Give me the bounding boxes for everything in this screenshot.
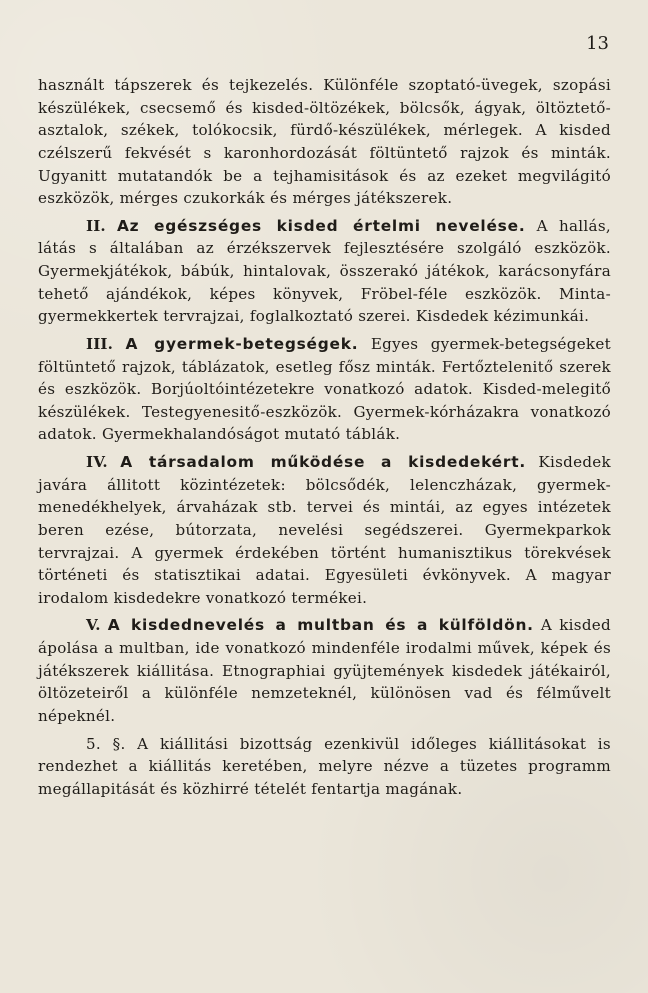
section-number: II. [86, 216, 106, 235]
section-iii [38, 333, 611, 446]
paragraph-text: használt tápszerek és tejkezelés. Különféle szoptató-üvegek, szopási készülékek, csecsemő és kisded-öltözékek, bölcsők, ágyak, öltöztető-asztalok, székek, tolókocsik, fürdő-készülékek, mérlegek. A kisded czélszerű fekvését s karonhordozását föltüntető rajzok és minták. Ugyanitt mutatandók be a tejhamisitások és az ezeket megvilágitó eszközök, mérges czukorkák és mérges játékszerek. [38, 76, 611, 208]
section-text: A hallás, látás s általában az érzékszervek fejlesztésére szolgáló eszközök. Gyermekjátékok, bábúk, hintalovak, összerakó játékok, karácsonyfára tehető ajándékok, képes könyvek, Fröbel-féle eszközök. Minta-gyermekkertek tervrajzai, foglalkoztató szerei. Kisdedek kézimunkái. [38, 216, 611, 326]
section-heading: A társadalom működése a kisdedekért. [120, 453, 526, 471]
paragraph-continued [38, 74, 611, 210]
section-number: IV. [86, 453, 108, 471]
section-v [38, 614, 611, 727]
page-number: 13 [586, 33, 609, 54]
paragraph-5 [38, 733, 611, 801]
section-heading: A gyermek-betegségek. [125, 334, 359, 353]
section-iv [38, 451, 611, 609]
section-text: Kisdedek javára állitott közintézetek: bölcsődék, lelenczházak, gyermek-menedékhelyek, árvaházak stb. tervei és mintái, az egyes intézetek beren ezése, bútorzata, nevelési segédszerei. Gyermekparkok tervrajzai. A gyermek érdekében történt humanisztikus törekvések történeti és statisztikai adatai. Egyesületi évkönyvek. A magyar irodalom kisdedekre vonatkozó termékei. [38, 453, 611, 607]
section-number: V. [86, 616, 101, 635]
section-heading: Az egészséges kisded értelmi nevelése. [117, 216, 526, 235]
section-number: III. [86, 334, 114, 353]
section-ii [38, 215, 611, 328]
section-text: A kisded ápolása a multban, ide vonatkozó mindenféle irodalmi művek, képek és játékszerek kiállitása. Etnographiai gyüjtemények kisdedek játékairól, öltözeteiről a különféle nemzeteknél, különösen vad és félművelt népeknél. [38, 616, 612, 725]
section-heading: A kisdednevelés a multban és a külföldön. [107, 616, 534, 635]
paragraph-text: A kiállitási bizottság ezenkivül időleges kiállitásokat is rendezhet a kiállitás keretében, melyre nézve a tüzetes programm megállapitását és közhirré tételét fentartja magának. [38, 734, 611, 798]
paragraph-prefix: 5. §. [86, 734, 126, 753]
section-text: Egyes gyermek-betegségeket föltüntető rajzok, táblázatok, esetleg fősz minták. Fertőztelenitő szerek és eszközök. Borjúoltóintézetekre vonatkozó adatok. Kisded-melegitő készülékek. Testegyenesitő-eszközök. Gyermek-kórházakra vonatkozó adatok. Gyermekhalandóságot mutató táblák. [38, 334, 611, 444]
document-body [38, 74, 611, 800]
